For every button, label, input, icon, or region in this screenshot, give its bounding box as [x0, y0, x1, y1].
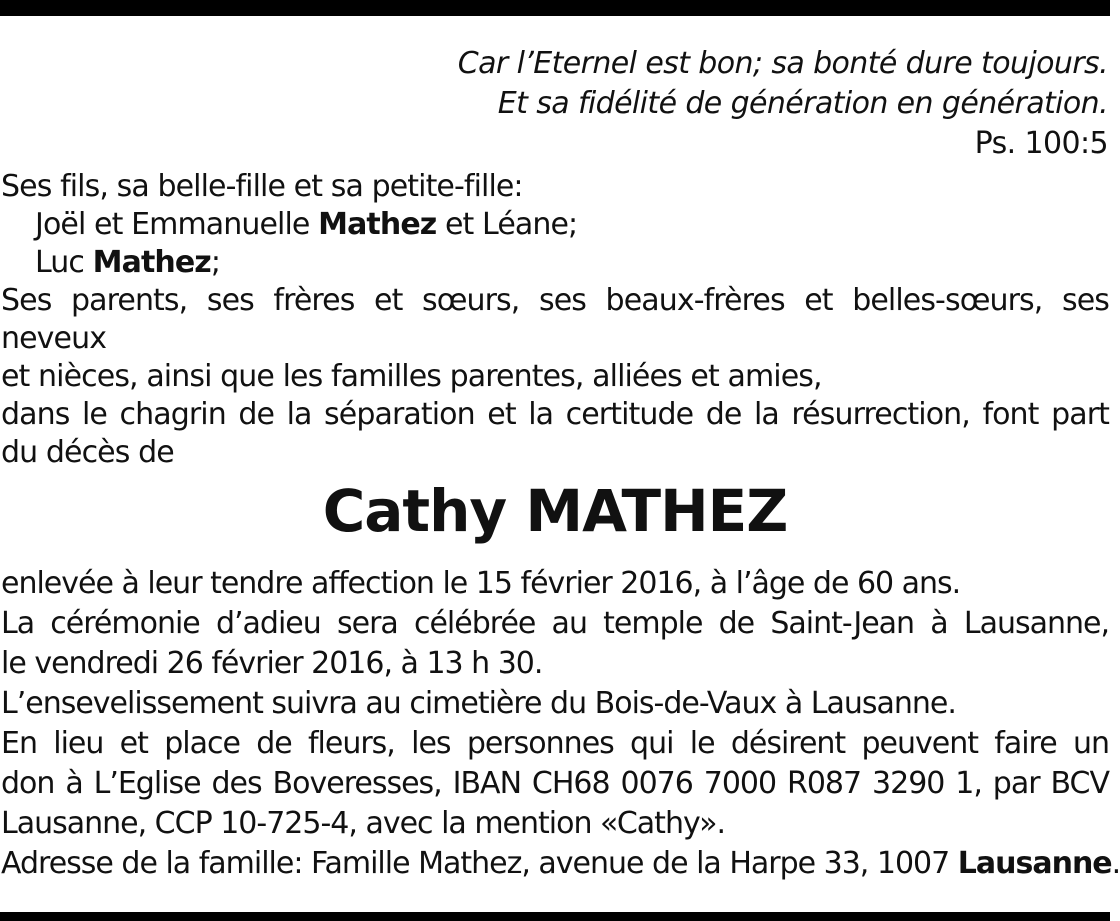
ceremony-line-1: La cérémonie d’adieu sera célébrée au temple de Saint-Jean à Lausanne, [1, 606, 1109, 641]
announcement-line-1: dans le chagrin de la séparation et la certitude de la résurrection, font part [1, 397, 1109, 432]
son1-surname: Mathez [318, 207, 437, 242]
address-city: Lausanne [957, 846, 1112, 881]
mourner-son-1 [1, 206, 1109, 244]
verse-line-2: Et sa fidélité de génération en génération. [497, 86, 1108, 121]
donation-line-2: don à L’Eglise des Boveresses, IBAN CH68 0076 7000 R087 3290 1, par BCV [1, 766, 1109, 801]
mourner-son-2 [1, 244, 1109, 282]
mourners-section [1, 168, 1109, 472]
son2-suffix: ; [210, 245, 221, 280]
son2-surname: Mathez [92, 245, 211, 280]
address-suffix: . [1111, 846, 1120, 881]
verse-reference: Ps. 100:5 [974, 126, 1108, 161]
bible-verse [458, 44, 1108, 164]
burial-notice: L’ensevelissement suivra au cimetière du Bois-de-Vaux à Lausanne. [1, 686, 956, 721]
son1-suffix: et Léane; [436, 207, 578, 242]
relatives-line-1: Ses parents, ses frères et sœurs, ses beaux-frères et belles-sœurs, ses neveux [1, 283, 1109, 356]
details-section [1, 564, 1120, 884]
mourners-intro: Ses fils, sa belle-fille et sa petite-fille: [1, 169, 523, 204]
top-border-rule [0, 0, 1110, 16]
address-prefix: Adresse de la famille: Famille Mathez, avenue de la Harpe 33, 1007 [1, 846, 958, 881]
announcement-line-2: du décès de [1, 435, 174, 470]
ceremony-line-2: le vendredi 26 février 2016, à 13 h 30. [1, 646, 543, 681]
deceased-name: Cathy MATHEZ [322, 477, 788, 545]
son2-prefix: Luc [35, 245, 93, 280]
donation-line-3: Lausanne, CCP 10-725-4, avec la mention «Cathy». [1, 806, 726, 841]
donation-line-1: En lieu et place de fleurs, les personnes qui le désirent peuvent faire un [1, 726, 1109, 761]
son1-prefix: Joël et Emmanuelle [35, 207, 319, 242]
family-address [1, 844, 1120, 884]
verse-line-1: Car l’Eternel est bon; sa bonté dure toujours. [457, 46, 1108, 81]
relatives-line-2: et nièces, ainsi que les familles parentes, alliées et amies, [1, 359, 822, 394]
bottom-border-rule [0, 912, 1110, 921]
death-notice: enlevée à leur tendre affection le 15 février 2016, à l’âge de 60 ans. [1, 566, 961, 601]
